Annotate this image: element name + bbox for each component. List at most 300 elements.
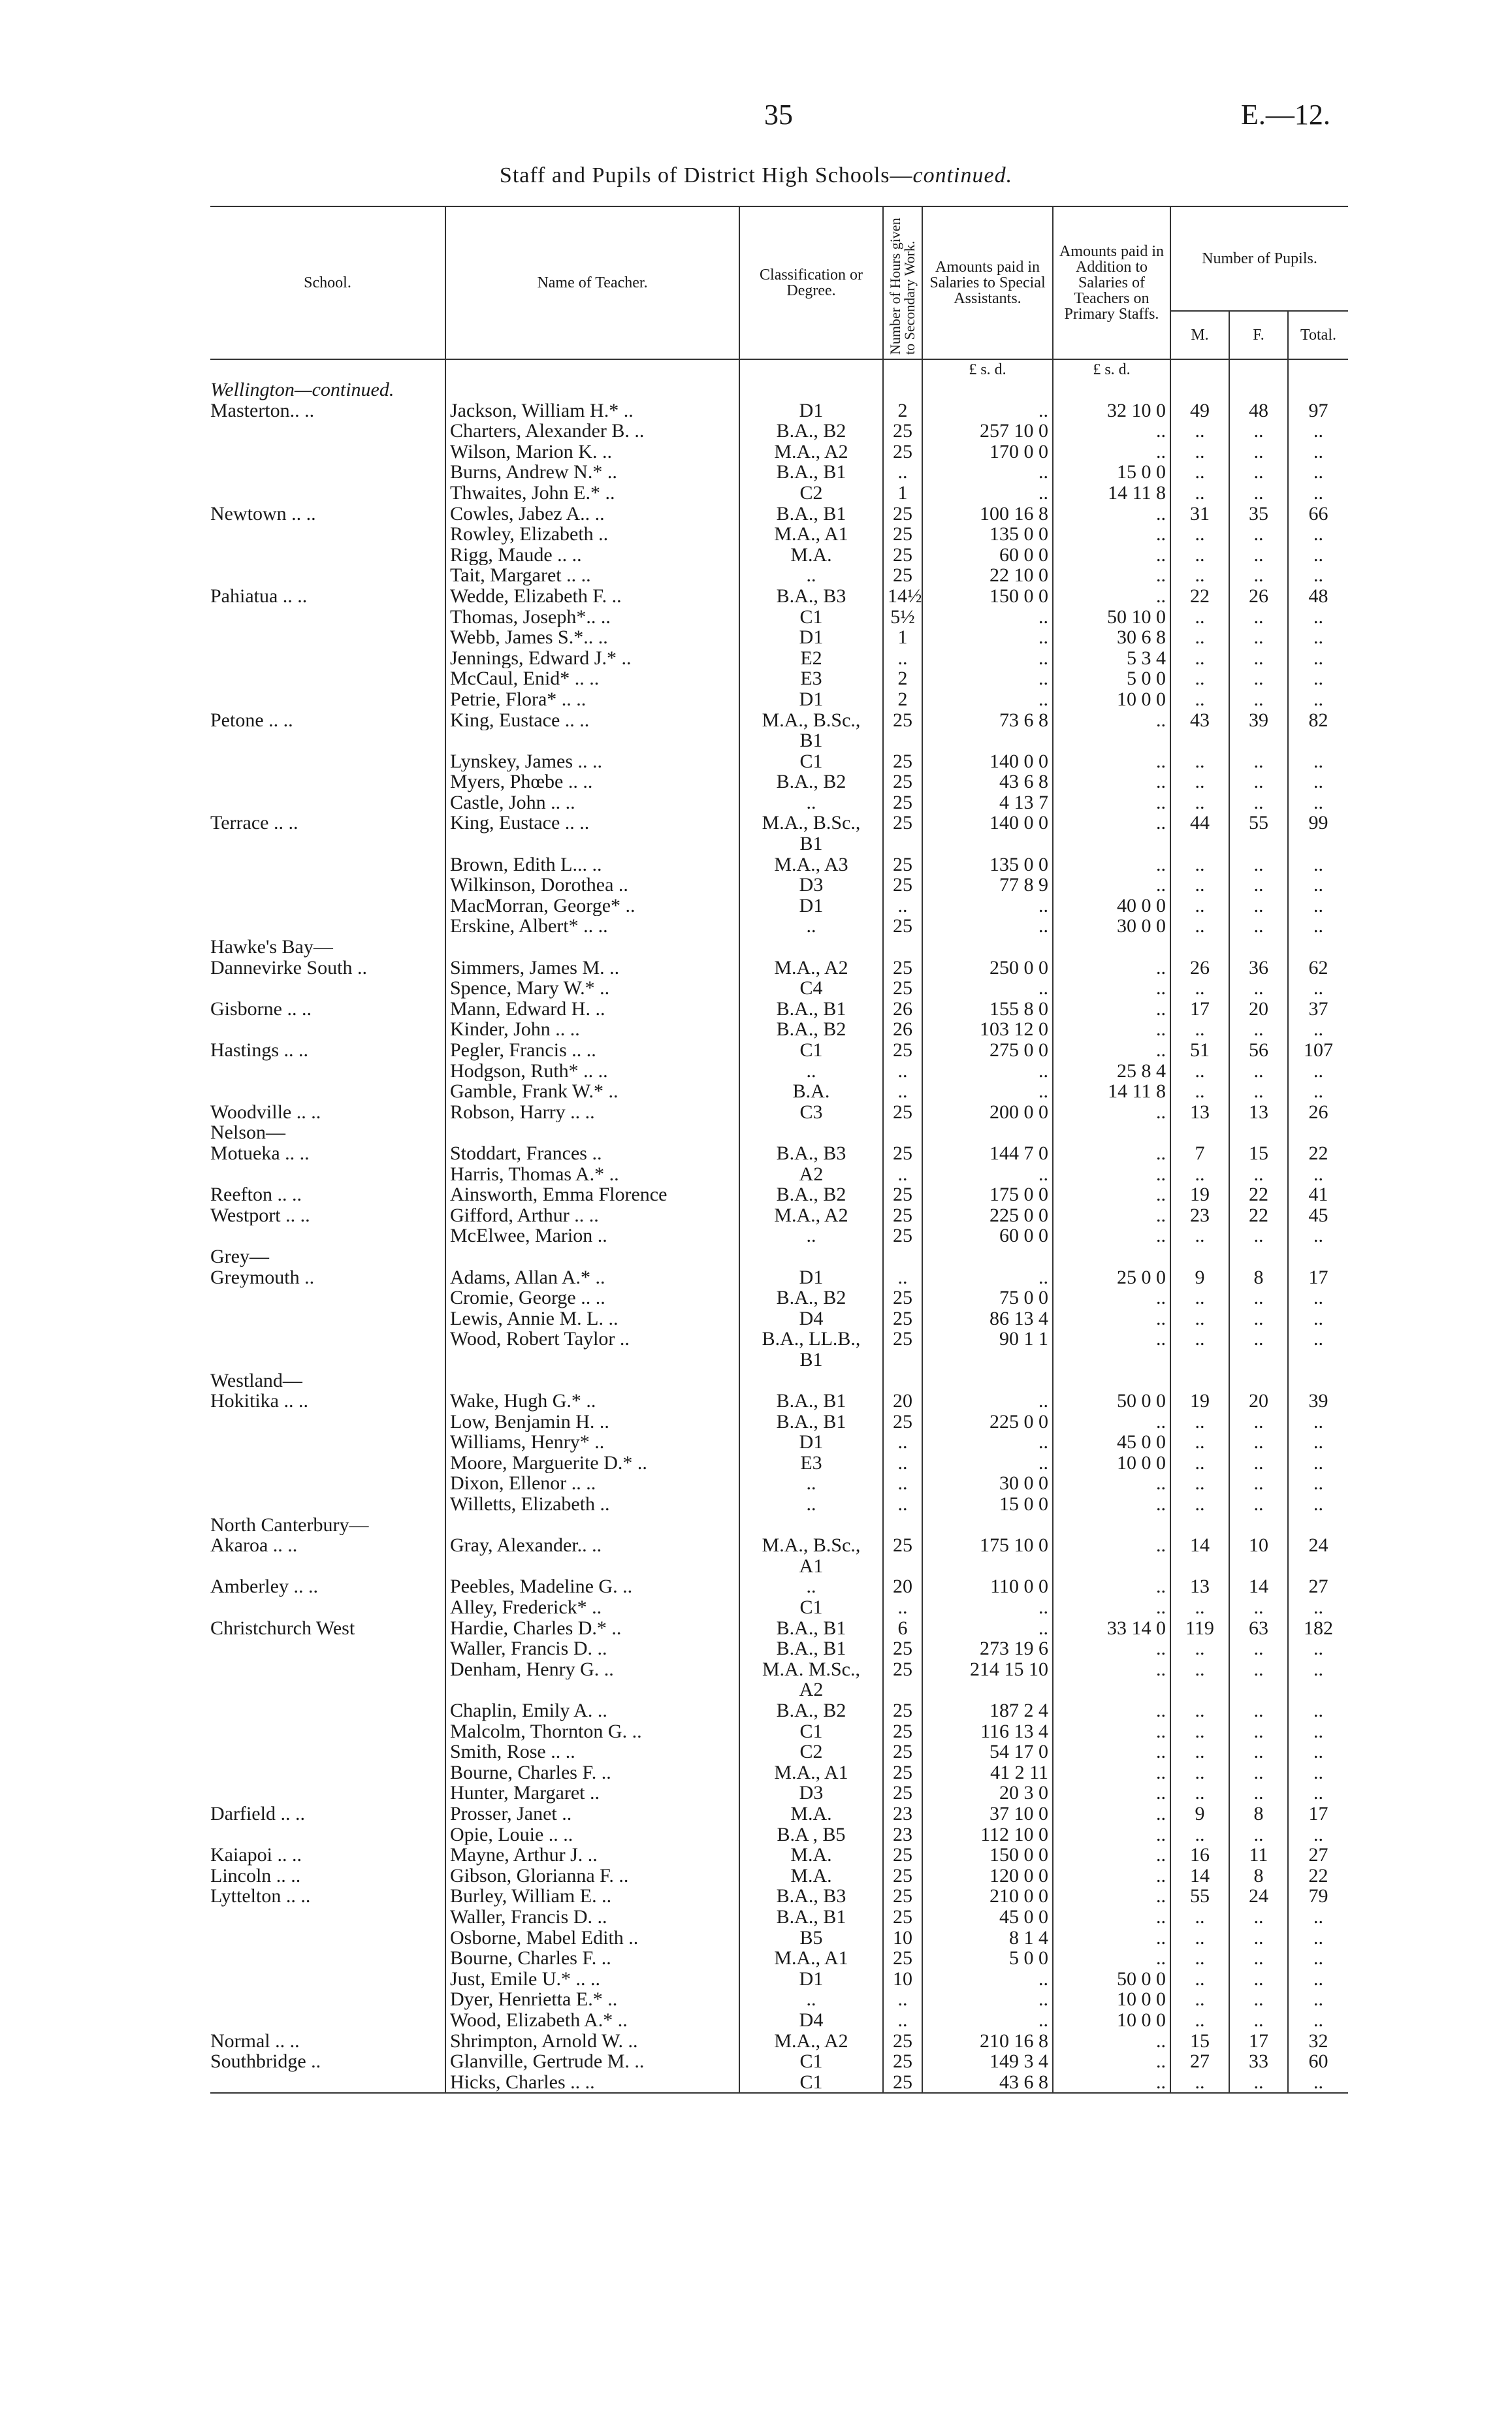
salary-amount-cell: 30 0 0 — [922, 1473, 1053, 1494]
additional-amount-cell: .. — [1053, 1886, 1170, 1907]
salary-amount-cell: .. — [922, 648, 1053, 669]
school-cell — [210, 1453, 445, 1474]
additional-amount-cell: .. — [1053, 1143, 1170, 1164]
table-row — [210, 1061, 1348, 1082]
salary-amount-cell: 8 1 4 — [922, 1928, 1053, 1949]
additional-amount-cell: 5 0 0 — [1053, 668, 1170, 689]
hours-cell — [883, 1679, 922, 1700]
teacher-name-cell — [445, 1370, 739, 1391]
salary-amount-cell: 210 0 0 — [922, 1886, 1053, 1907]
teacher-name-cell: Dyer, Henrietta E.* .. — [445, 1989, 739, 2010]
teacher-name-cell: Hunter, Margaret .. — [445, 1783, 739, 1804]
teacher-name-cell: Prosser, Janet .. — [445, 1804, 739, 1824]
teacher-name-cell: Stoddart, Frances .. — [445, 1143, 739, 1164]
pupils-f-cell: 8 — [1229, 1866, 1288, 1887]
salary-amount-cell: 144 7 0 — [922, 1143, 1053, 1164]
pupils-f-cell: .. — [1229, 1928, 1288, 1949]
hours-cell: .. — [883, 1473, 922, 1494]
school-cell — [210, 1989, 445, 2010]
teacher-name-cell: Lewis, Annie M. L. .. — [445, 1308, 739, 1329]
pupils-f-cell: 26 — [1229, 586, 1288, 607]
hours-cell: 25 — [883, 1225, 922, 1246]
salary-amount-cell: 170 0 0 — [922, 442, 1053, 462]
table-row — [210, 2010, 1348, 2031]
pupils-f-cell: .. — [1229, 1597, 1288, 1618]
pupils-f-cell: 15 — [1229, 1143, 1288, 1164]
header-school: School. — [210, 206, 445, 359]
classification-cell: B.A., B3 — [739, 1143, 883, 1164]
pupils-total-cell: .. — [1288, 751, 1348, 772]
pupils-m-cell: .. — [1170, 442, 1229, 462]
teacher-name-cell: Osborne, Mabel Edith .. — [445, 1928, 739, 1949]
pupils-total-cell: .. — [1288, 545, 1348, 566]
table-row — [210, 1576, 1348, 1597]
hours-cell: .. — [883, 1081, 922, 1102]
teacher-name-cell — [445, 1515, 739, 1536]
school-cell — [210, 1659, 445, 1680]
pupils-f-cell: .. — [1229, 607, 1288, 628]
hours-cell: 25 — [883, 2051, 922, 2072]
hours-cell: 25 — [883, 1721, 922, 1742]
header-hours — [883, 206, 922, 359]
pupils-f-cell: .. — [1229, 545, 1288, 566]
table-row — [210, 1494, 1348, 1515]
pupils-m-cell: .. — [1170, 1948, 1229, 1969]
classification-cell: B.A , B5 — [739, 1824, 883, 1845]
pupils-f-cell: 56 — [1229, 1040, 1288, 1061]
additional-amount-cell: .. — [1053, 586, 1170, 607]
classification-cell: C1 — [739, 1721, 883, 1742]
pupils-total-cell: .. — [1288, 1288, 1348, 1308]
classification-cell: M.A., A1 — [739, 524, 883, 545]
additional-amount-cell: .. — [1053, 1597, 1170, 1618]
classification-cell: B.A., B1 — [739, 999, 883, 1020]
school-cell: Christchurch West — [210, 1617, 355, 1639]
school-cell — [210, 2010, 445, 2031]
pupils-m-cell: 14 — [1170, 1535, 1229, 1556]
hours-cell: 25 — [883, 565, 922, 586]
pupils-total-cell: .. — [1288, 627, 1348, 648]
classification-cell: D1 — [739, 627, 883, 648]
teacher-name-cell: Brown, Edith L... .. — [445, 854, 739, 875]
school-cell: Grey— — [210, 1246, 269, 1267]
hours-cell: 14½ — [883, 586, 922, 607]
teacher-name-cell: Rigg, Maude .. .. — [445, 545, 739, 566]
school-cell: Wellington—continued. — [210, 380, 394, 400]
classification-cell: B.A., B1 — [739, 1638, 883, 1659]
school-cell — [210, 792, 445, 813]
pupils-total-cell: .. — [1288, 1700, 1348, 1721]
salary-amount-cell: 75 0 0 — [922, 1288, 1053, 1308]
additional-amount-cell: .. — [1053, 978, 1170, 999]
classification-cell: C2 — [739, 483, 883, 504]
salary-amount-cell: .. — [922, 1164, 1053, 1185]
salary-amount-cell: 210 16 8 — [922, 2031, 1053, 2052]
hours-cell: 25 — [883, 978, 922, 999]
salary-amount-cell: 110 0 0 — [922, 1576, 1053, 1597]
teacher-name-cell: Lynskey, James .. .. — [445, 751, 739, 772]
salary-amount-cell: 150 0 0 — [922, 1845, 1053, 1866]
table-row — [210, 2031, 1348, 2052]
additional-amount-cell: .. — [1053, 1205, 1170, 1226]
classification-cell: B.A. — [739, 1081, 883, 1102]
pupils-f-cell: .. — [1229, 442, 1288, 462]
pupils-total-cell: 37 — [1288, 999, 1348, 1020]
classification-cell: B.A., B2 — [739, 1700, 883, 1721]
table-row — [210, 1845, 1348, 1866]
classification-cell: C1 — [739, 751, 883, 772]
table-row — [210, 1907, 1348, 1928]
pupils-total-cell: 17 — [1288, 1804, 1348, 1824]
additional-amount-cell: .. — [1053, 1535, 1170, 1556]
school-cell — [210, 565, 445, 586]
additional-amount-cell: .. — [1053, 1184, 1170, 1205]
pupils-m-cell: .. — [1170, 2010, 1229, 2031]
additional-amount-cell: 40 0 0 — [1053, 896, 1170, 916]
teacher-name-cell: Petrie, Flora* .. .. — [445, 689, 739, 710]
pupils-m-cell — [1170, 1370, 1229, 1391]
hours-cell: .. — [883, 1267, 922, 1288]
school-cell — [210, 648, 445, 669]
pupils-m-cell: .. — [1170, 421, 1229, 442]
teacher-name-cell: Castle, John .. .. — [445, 792, 739, 813]
hours-cell: 25 — [883, 1948, 922, 1969]
pupils-f-cell: .. — [1229, 1762, 1288, 1783]
school-cell — [210, 1700, 445, 1721]
additional-amount-cell: .. — [1053, 1742, 1170, 1762]
hours-cell: 25 — [883, 2031, 922, 2052]
school-cell — [210, 854, 445, 875]
table-row — [210, 1679, 1348, 1700]
table-row — [210, 1164, 1348, 1185]
table-row — [210, 834, 1348, 854]
additional-amount-cell — [1053, 834, 1170, 854]
pupils-total-cell: .. — [1288, 916, 1348, 937]
page-title — [0, 163, 1512, 188]
salary-amount-cell: .. — [922, 1618, 1053, 1639]
school-cell — [210, 627, 445, 648]
pupils-total-cell: .. — [1288, 1453, 1348, 1474]
school-cell — [210, 1948, 445, 1969]
table-row — [210, 730, 1348, 751]
pupils-m-cell — [1170, 1679, 1229, 1700]
classification-cell: M.A., A2 — [739, 1205, 883, 1226]
additional-amount-cell: .. — [1053, 504, 1170, 525]
additional-amount-cell: 25 8 4 — [1053, 1061, 1170, 1082]
classification-cell: D4 — [739, 1308, 883, 1329]
pupils-f-cell: .. — [1229, 1824, 1288, 1845]
pupils-total-cell — [1288, 1515, 1348, 1536]
hours-cell: 1 — [883, 483, 922, 504]
additional-amount-cell: .. — [1053, 565, 1170, 586]
table-row — [210, 792, 1348, 813]
pupils-m-cell: .. — [1170, 978, 1229, 999]
hours-cell: .. — [883, 1061, 922, 1082]
table-row — [210, 1473, 1348, 1494]
classification-cell: M.A., A2 — [739, 442, 883, 462]
teacher-name-cell: Wilkinson, Dorothea .. — [445, 875, 739, 896]
teacher-name-cell: Low, Benjamin H. .. — [445, 1412, 739, 1433]
table-row — [210, 1329, 1348, 1350]
pupils-m-cell: 55 — [1170, 1886, 1229, 1907]
school-cell: Pahiatua .. .. — [210, 585, 308, 607]
classification-cell: .. — [739, 1061, 883, 1082]
pupils-m-cell: 9 — [1170, 1804, 1229, 1824]
pupils-m-cell: .. — [1170, 854, 1229, 875]
pupils-total-cell: .. — [1288, 978, 1348, 999]
additional-amount-cell: .. — [1053, 1019, 1170, 1040]
pupils-m-cell: .. — [1170, 1081, 1229, 1102]
additional-amount-cell: 10 0 0 — [1053, 2010, 1170, 2031]
table-row — [210, 1453, 1348, 1474]
teacher-name-cell: Mann, Edward H. .. — [445, 999, 739, 1020]
classification-cell: D1 — [739, 1267, 883, 1288]
header-blank — [210, 359, 445, 380]
classification-cell: M.A. — [739, 1804, 883, 1824]
teacher-name-cell — [445, 1246, 739, 1267]
pupils-f-cell: .. — [1229, 854, 1288, 875]
school-cell — [210, 1019, 445, 1040]
table-row — [210, 1040, 1348, 1061]
school-cell: Hastings .. .. — [210, 1040, 308, 1061]
pupils-total-cell: 22 — [1288, 1866, 1348, 1887]
salary-amount-cell: .. — [922, 1969, 1053, 1990]
pupils-total-cell: .. — [1288, 1473, 1348, 1494]
salary-amount-cell — [922, 1370, 1053, 1391]
table-row — [210, 545, 1348, 566]
classification-cell: .. — [739, 1989, 883, 2010]
hours-cell: 23 — [883, 1804, 922, 1824]
pupils-total-cell: .. — [1288, 462, 1348, 483]
table-row — [210, 1742, 1348, 1762]
salary-amount-cell: 140 0 0 — [922, 813, 1053, 834]
teacher-name-cell: Willetts, Elizabeth .. — [445, 1494, 739, 1515]
pupils-total-cell: .. — [1288, 1742, 1348, 1762]
pupils-m-cell: 22 — [1170, 586, 1229, 607]
salary-amount-cell: 175 0 0 — [922, 1184, 1053, 1205]
teacher-name-cell: Peebles, Madeline G. .. — [445, 1576, 739, 1597]
pupils-f-cell: .. — [1229, 1969, 1288, 1990]
classification-cell: M.A., B.Sc., — [739, 1535, 883, 1556]
salary-amount-cell: .. — [922, 689, 1053, 710]
pupils-f-cell: 24 — [1229, 1886, 1288, 1907]
pupils-m-cell: .. — [1170, 607, 1229, 628]
additional-amount-cell: .. — [1053, 1948, 1170, 1969]
teacher-name-cell: Wood, Robert Taylor .. — [445, 1329, 739, 1350]
teacher-name-cell: Robson, Harry .. .. — [445, 1102, 739, 1123]
classification-cell — [739, 1370, 883, 1391]
salary-amount-cell: .. — [922, 668, 1053, 689]
table-row — [210, 771, 1348, 792]
salary-amount-cell: 112 10 0 — [922, 1824, 1053, 1845]
pupils-m-cell: .. — [1170, 2072, 1229, 2094]
table-row — [210, 1267, 1348, 1288]
salary-amount-cell: .. — [922, 1391, 1053, 1412]
additional-amount-cell — [1053, 937, 1170, 958]
teacher-name-cell — [445, 1679, 739, 1700]
table-row — [210, 1143, 1348, 1164]
additional-amount-cell: 5 3 4 — [1053, 648, 1170, 669]
pupils-f-cell: .. — [1229, 875, 1288, 896]
teacher-name-cell: Jennings, Edward J.* .. — [445, 648, 739, 669]
teacher-name-cell: Hardie, Charles D.* .. — [445, 1618, 739, 1639]
pupils-f-cell: .. — [1229, 751, 1288, 772]
salary-amount-cell: 149 3 4 — [922, 2051, 1053, 2072]
pupils-m-cell: .. — [1170, 1288, 1229, 1308]
teacher-name-cell: Thomas, Joseph*.. .. — [445, 607, 739, 628]
pupils-total-cell: .. — [1288, 896, 1348, 916]
school-cell — [210, 421, 445, 442]
classification-cell: B.A., B2 — [739, 1019, 883, 1040]
teacher-name-cell: King, Eustace .. .. — [445, 710, 739, 731]
hours-cell: 6 — [883, 1618, 922, 1639]
salary-amount-cell: 37 10 0 — [922, 1804, 1053, 1824]
pupils-total-cell: .. — [1288, 1969, 1348, 1990]
pupils-f-cell: .. — [1229, 1638, 1288, 1659]
school-cell: Normal .. .. — [210, 2030, 300, 2052]
pupils-total-cell: 79 — [1288, 1886, 1348, 1907]
hours-cell: 25 — [883, 1288, 922, 1308]
teacher-name-cell: Pegler, Francis .. .. — [445, 1040, 739, 1061]
additional-amount-cell — [1053, 730, 1170, 751]
hours-cell: 25 — [883, 813, 922, 834]
school-cell: Reefton .. .. — [210, 1184, 302, 1205]
pupils-total-cell: .. — [1288, 565, 1348, 586]
additional-amount-cell — [1053, 1515, 1170, 1536]
additional-amount-cell: .. — [1053, 813, 1170, 834]
hours-cell: 25 — [883, 1866, 922, 1887]
pupils-total-cell: .. — [1288, 1907, 1348, 1928]
table-row — [210, 813, 1348, 834]
table-row — [210, 1081, 1348, 1102]
pupils-m-cell: .. — [1170, 1762, 1229, 1783]
pupils-f-cell: .. — [1229, 1948, 1288, 1969]
table-row — [210, 1391, 1348, 1412]
salary-amount-cell: 275 0 0 — [922, 1040, 1053, 1061]
pupils-total-cell: 107 — [1288, 1040, 1348, 1061]
pupils-total-cell: .. — [1288, 1989, 1348, 2010]
pupils-f-cell: .. — [1229, 462, 1288, 483]
pupils-f-cell: .. — [1229, 916, 1288, 937]
hours-cell: 25 — [883, 1907, 922, 1928]
additional-amount-cell: .. — [1053, 1040, 1170, 1061]
additional-amount-cell — [1053, 380, 1170, 400]
classification-cell: D1 — [739, 1432, 883, 1453]
teacher-name-cell: Jackson, William H.* .. — [445, 400, 739, 421]
pupils-total-cell: .. — [1288, 1412, 1348, 1433]
table-row — [210, 462, 1348, 483]
school-cell — [210, 771, 445, 792]
hours-cell: 25 — [883, 958, 922, 979]
pupils-f-cell: 35 — [1229, 504, 1288, 525]
classification-cell: M.A., A2 — [739, 2031, 883, 2052]
additional-amount-cell: .. — [1053, 875, 1170, 896]
table-row — [210, 1618, 1348, 1639]
salary-amount-cell: 257 10 0 — [922, 421, 1053, 442]
salary-amount-cell: 90 1 1 — [922, 1329, 1053, 1350]
school-cell: North Canterbury— — [210, 1514, 369, 1536]
pupils-m-cell: 9 — [1170, 1267, 1229, 1288]
teacher-name-cell: Wedde, Elizabeth F. .. — [445, 586, 739, 607]
salary-amount-cell: 273 19 6 — [922, 1638, 1053, 1659]
header-blank — [1288, 359, 1348, 380]
teacher-name-cell: Malcolm, Thornton G. .. — [445, 1721, 739, 1742]
pupils-m-cell: .. — [1170, 1638, 1229, 1659]
classification-cell: D1 — [739, 896, 883, 916]
additional-amount-cell: .. — [1053, 2072, 1170, 2094]
additional-amount-cell: .. — [1053, 1164, 1170, 1185]
hours-cell — [883, 1556, 922, 1577]
pupils-total-cell: 60 — [1288, 2051, 1348, 2072]
classification-cell — [739, 1515, 883, 1536]
salary-amount-cell: .. — [922, 1453, 1053, 1474]
pupils-f-cell: .. — [1229, 1700, 1288, 1721]
classification-cell: E3 — [739, 1453, 883, 1474]
pupils-total-cell — [1288, 937, 1348, 958]
pupils-total-cell: .. — [1288, 1762, 1348, 1783]
classification-cell: M.A. M.Sc., — [739, 1659, 883, 1680]
additional-amount-cell: .. — [1053, 751, 1170, 772]
classification-cell: .. — [739, 1494, 883, 1515]
hours-cell: .. — [883, 1432, 922, 1453]
school-cell — [210, 875, 445, 896]
hours-cell — [883, 1515, 922, 1536]
pupils-m-cell: .. — [1170, 1473, 1229, 1494]
classification-cell: B.A., B1 — [739, 1618, 883, 1639]
pupils-total-cell: .. — [1288, 1308, 1348, 1329]
additional-amount-cell: 30 6 8 — [1053, 627, 1170, 648]
header-pupils: Number of Pupils. — [1170, 206, 1348, 311]
pupils-f-cell: 39 — [1229, 710, 1288, 731]
pupils-total-cell: .. — [1288, 1824, 1348, 1845]
classification-cell: D1 — [739, 689, 883, 710]
hours-cell — [883, 730, 922, 751]
pupils-f-cell: 22 — [1229, 1205, 1288, 1226]
pupils-total-cell: .. — [1288, 442, 1348, 462]
pupils-f-cell — [1229, 1122, 1288, 1143]
classification-cell: D4 — [739, 2010, 883, 2031]
school-cell — [210, 1164, 445, 1185]
additional-amount-cell — [1053, 1556, 1170, 1577]
pupils-m-cell: .. — [1170, 1969, 1229, 1990]
table-row — [210, 1783, 1348, 1804]
pupils-total-cell: 182 — [1288, 1618, 1348, 1639]
school-cell: Westport .. .. — [210, 1205, 310, 1226]
school-cell — [210, 483, 445, 504]
classification-cell: B.A., LL.B., — [739, 1329, 883, 1350]
hours-cell: 25 — [883, 442, 922, 462]
table-row — [210, 607, 1348, 628]
hours-cell: 25 — [883, 751, 922, 772]
pupils-f-cell — [1229, 937, 1288, 958]
teacher-name-cell — [445, 730, 739, 751]
hours-cell: 25 — [883, 504, 922, 525]
table-row — [210, 1019, 1348, 1040]
table-row — [210, 1308, 1348, 1329]
school-cell — [210, 1783, 445, 1804]
salary-amount-cell: .. — [922, 1081, 1053, 1102]
pupils-total-cell — [1288, 380, 1348, 400]
pupils-total-cell: 45 — [1288, 1205, 1348, 1226]
additional-amount-cell: .. — [1053, 1473, 1170, 1494]
table-row — [210, 1700, 1348, 1721]
pupils-m-cell: .. — [1170, 1700, 1229, 1721]
pupils-m-cell — [1170, 730, 1229, 751]
pupils-m-cell: 44 — [1170, 813, 1229, 834]
school-cell — [210, 1225, 445, 1246]
pupils-f-cell: 36 — [1229, 958, 1288, 979]
pupils-total-cell: .. — [1288, 2010, 1348, 2031]
